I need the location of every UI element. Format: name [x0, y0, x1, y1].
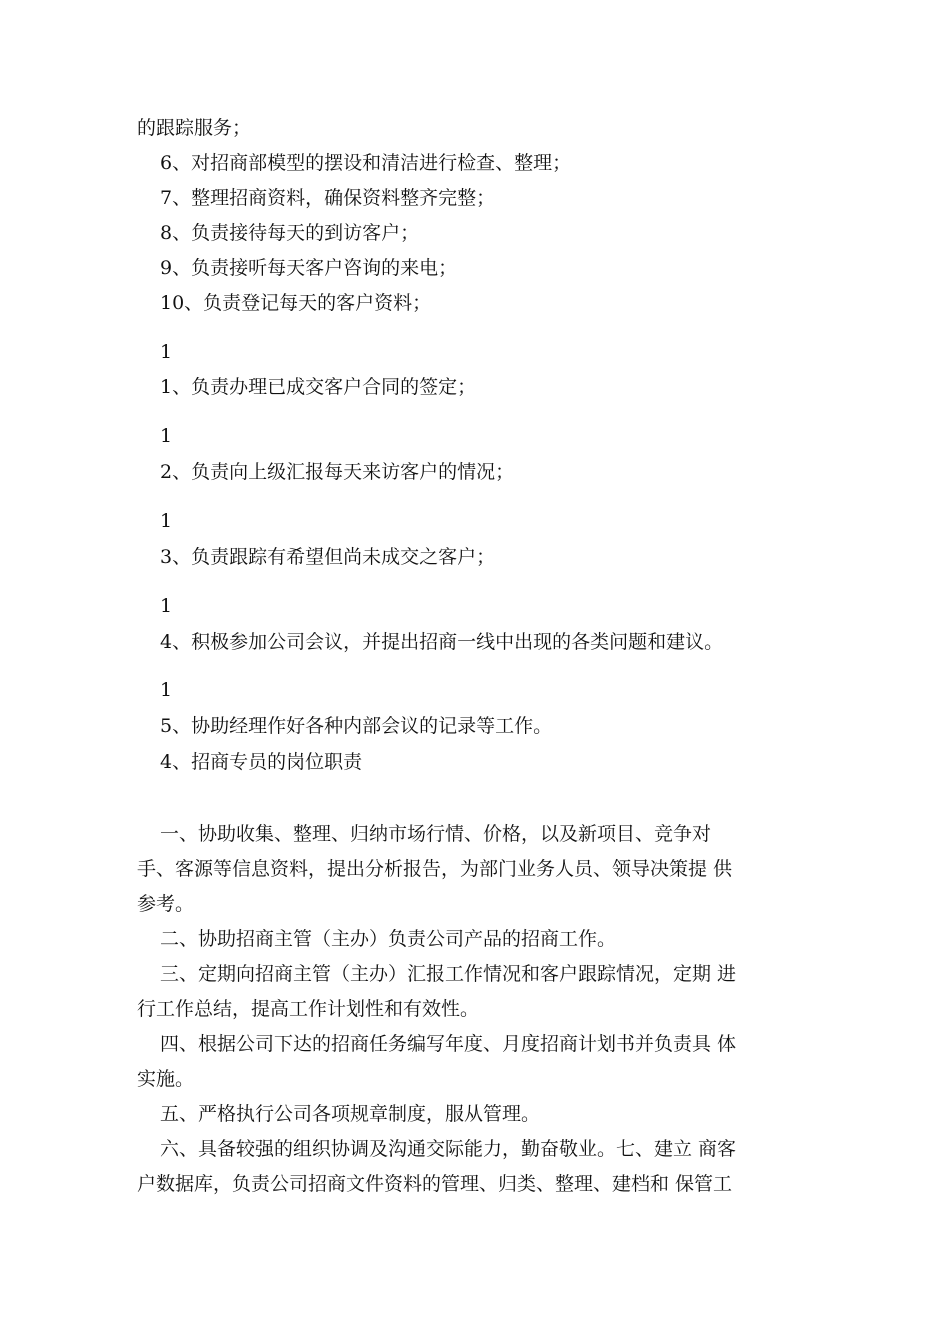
paragraph-line: 户数据库，负责公司招商文件资料的管理、归类、整理、建档和 保管工: [137, 1173, 733, 1195]
list-item: 1、负责办理已成交客户合同的签定；: [160, 376, 477, 398]
paragraph-line: 三、定期向招商主管（主办）汇报工作情况和客户跟踪情况，定期 进: [160, 963, 737, 985]
list-marker: 1: [160, 510, 173, 532]
list-item: 10、负责登记每天的客户资料；: [160, 292, 432, 314]
paragraph-line: 参考。: [137, 893, 195, 915]
section-heading: 4、招商专员的岗位职责: [160, 751, 363, 773]
paragraph-line: 五、严格执行公司各项规章制度，服从管理。: [160, 1103, 541, 1125]
list-item: 2、负责向上级汇报每天来访客户的情况；: [160, 461, 515, 483]
paragraph-line: 手、客源等信息资料，提出分析报告，为部门业务人员、领导决策提 供: [137, 858, 733, 880]
list-item: 6、对招商部模型的摆设和清洁进行检查、整理；: [160, 152, 572, 174]
list-item: 4、积极参加公司会议，并提出招商一线中出现的各类问题和建议。: [160, 631, 724, 653]
paragraph-line: 六、具备较强的组织协调及沟通交际能力，勤奋敬业。七、建立 商客: [160, 1138, 737, 1160]
paragraph-line: 四、根据公司下达的招商任务编写年度、月度招商计划书并负责具 体: [160, 1033, 737, 1055]
list-marker: 1: [160, 679, 173, 701]
list-item: 3、负责跟踪有希望但尚未成交之客户；: [160, 546, 496, 568]
paragraph-line: 实施。: [137, 1068, 195, 1090]
list-item: 7、整理招商资料，确保资料整齐完整；: [160, 187, 496, 209]
list-item: 8、负责接待每天的到访客户；: [160, 222, 420, 244]
paragraph-line: 一、协助收集、整理、归纳市场行情、价格，以及新项目、竞争对: [160, 823, 712, 845]
list-item: 5、协助经理作好各种内部会议的记录等工作。: [160, 715, 553, 737]
list-marker: 1: [160, 595, 173, 617]
text-line: 的跟踪服务；: [137, 117, 252, 139]
list-item: 9、负责接听每天客户咨询的来电；: [160, 257, 458, 279]
paragraph-line: 行工作总结，提高工作计划性和有效性。: [137, 998, 480, 1020]
paragraph-line: 二、协助招商主管（主办）负责公司产品的招商工作。: [160, 928, 617, 950]
list-marker: 1: [160, 425, 173, 447]
list-marker: 1: [160, 341, 173, 363]
